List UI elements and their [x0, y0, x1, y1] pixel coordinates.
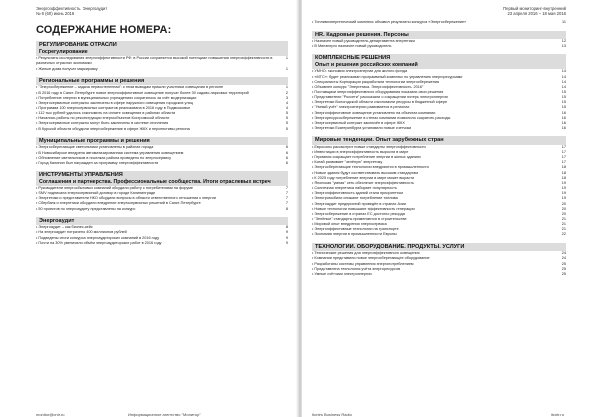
toc-title: СОДЕРЖАНИЕ НОМЕРА: — [36, 24, 172, 37]
toc-section-subtitle: Соглашения и партнерства. Профессиональные сообщества. Итоги отраслевых встреч — [39, 178, 271, 185]
toc-entry-page: 18 — [561, 170, 566, 175]
toc-entry-page: 7 — [285, 196, 288, 201]
toc-entry-page: 12 — [561, 39, 566, 44]
toc-entry-page: 14 — [561, 69, 566, 74]
toc-entry-text: • Подведены итоги конкурса энергоаудиторских компаний в 2016 году — [36, 235, 160, 240]
toc-entry-text: • Солнечная энергетика набирает популярность — [312, 186, 397, 191]
toc-entry-page: 20 — [561, 206, 566, 211]
toc-entry-text: • "Умный учёт" электроэнергии развивается в регионах — [312, 105, 410, 110]
toc-entry-text: • 50 проектов по энергоаудиту представлены на конкурс — [36, 206, 136, 211]
toc-entry-text: • Энергосберегающие светильники установлены в районах города — [36, 145, 154, 150]
toc-entry-text: • В Новосибирске внедрена автоматизированная система управления освещением — [36, 150, 184, 155]
right-page — [302, 0, 600, 417]
toc-entry-page: 4 — [285, 100, 288, 105]
toc-entry-text: • «МТС»: будет реализован программный комплекс по управлению энергоресурсами — [312, 74, 463, 79]
toc-entry-page: 5 — [285, 111, 288, 116]
left-header-line: Энергоэффективность. Энергоаудит — [36, 6, 108, 11]
toc-entry-page: 15 — [561, 100, 566, 105]
toc-entry-text: • Энергоаудит предприятий проведён в странах Азии — [312, 201, 406, 206]
toc-entry-page: 17 — [561, 160, 566, 165]
toc-entry-text: • Инвестиции в энергоэффективность выросли в мире — [312, 149, 409, 154]
toc-entry-page: 25 — [561, 271, 566, 276]
toc-section — [36, 41, 288, 71]
toc-entry-text: • Назначен новый руководитель департамента энергетики — [312, 39, 415, 44]
toc-entry-page: 6 — [285, 150, 288, 155]
toc-section-header — [36, 171, 288, 186]
toc-entry-text: • Энергоэффективные технологии на транспорте — [312, 227, 399, 232]
toc-section-title: ТЕХНОЛОГИИ. ОБОРУДОВАНИЕ. ПРОДУКТЫ. УСЛУГИ — [315, 243, 465, 250]
toc-entry-text: • Обновление светильников в поселках района проведено по энергосервису — [36, 155, 172, 160]
right-header-line: 23 апреля 2016 – 18 мая 2016 — [507, 11, 566, 17]
toc-entry — [312, 44, 566, 49]
toc-entry-text: • Почти на 30% увеличили объём энергоаудиторских работ в 2016 году — [36, 240, 162, 245]
right-header-line: Первый мониторинг-внутренний — [503, 6, 566, 11]
toc-entry-text: • На энергоаудит потрачено 400 миллионов рублей — [36, 230, 127, 235]
toc-section-title: Мировые тенденции. Опыт зарубежных стран — [315, 137, 444, 144]
toc-entry-text: • Руководители энергосбытовых компаний обсудили работу с потребителями на форуме — [36, 185, 193, 190]
toc-entry-page: 9 — [285, 240, 288, 245]
right-header — [312, 6, 566, 16]
toc-entry-text: • В Минэнерго назначен новый руководитель — [312, 44, 392, 49]
toc-entry-text: • Энергосервисные контракты могут быть заключены в системе отопления — [36, 121, 169, 126]
toc-section-header — [312, 243, 566, 252]
toc-entry-page: 6 — [285, 160, 288, 165]
toc-entry — [312, 20, 566, 25]
toc-entry-text: • УМНО: экономия электроэнергии для жилого фонда — [312, 69, 408, 74]
toc-entry-text: • "Зелёные" стандарты применяются в строительстве — [312, 217, 407, 222]
toc-entry-page: 5 — [285, 126, 288, 131]
toc-entry-page: 18 — [561, 165, 566, 170]
toc-entry-text: • Компании представили новое энергосберегающее оборудование — [312, 256, 430, 261]
toc-entry-page: 25 — [561, 266, 566, 271]
toc-entry-page: 16 — [561, 120, 566, 125]
toc-entry-text: • В Курской области обсудили энергосбережение в сфере ЖКХ и перспективы региона — [36, 126, 190, 131]
toc-entry-text: • Программа 100 энергосервисных контрактов реализована в 2016 году в Подмосковье — [36, 105, 191, 110]
toc-entry — [36, 207, 288, 212]
toc-entry-text: • Топливоэнергетический комплекс объявил результаты конкурса «Энергосбережение» — [312, 20, 467, 25]
toc-entry-page: 2 — [285, 90, 288, 95]
toc-entry-text: • Электромобили снижают потребление топлива — [312, 196, 398, 201]
toc-entry-page: 18 — [561, 175, 566, 180]
toc-entry-page: 17 — [561, 149, 566, 154]
right-toc-sections — [312, 31, 566, 277]
toc-entry-page: 5 — [285, 121, 288, 126]
toc-entry-page: 21 — [561, 222, 566, 227]
toc-section-header — [36, 41, 288, 56]
toc-section — [312, 31, 566, 50]
toc-entry-text: • 112 тыс рублей удалось сэкономить на оплате освещения в районах области — [36, 111, 176, 116]
toc-entry-page: 16 — [561, 115, 566, 120]
toc-entry-page: 7 — [285, 201, 288, 206]
toc-entry-text: • "Энергосбережение – задача первостепенная": к этим выводам пришли участники совещания в регионе — [36, 85, 224, 90]
toc-section-header — [36, 137, 288, 146]
toc-entry-text: • SMV подписала энергосервисный договор в городе Калининграде — [36, 191, 156, 196]
toc-section — [36, 217, 288, 246]
toc-section-title: Энергоаудит — [39, 217, 75, 224]
toc-entry — [312, 126, 566, 131]
toc-section-header — [312, 54, 566, 69]
toc-entry — [36, 127, 288, 132]
toc-entry-text: • Энергетики и представители НКО обсудили вопросы в области ответственного отношения к энергии — [36, 196, 216, 201]
footer-site: itcntr.ru — [550, 412, 564, 417]
toc-entry — [312, 272, 566, 277]
toc-section — [312, 243, 566, 277]
toc-entry-text: • Объявлен конкурс "Энергетика. Энергоэффективность. 2016" — [312, 84, 424, 89]
toc-entry-text: • Жилые дома получат маркировку — [36, 66, 98, 71]
toc-entry-text: • Представители "Россети" рассказали о сокращении потерь электроэнергии — [312, 95, 448, 100]
toc-entry-text: • Мировой опыт внедрения энергосервиса — [312, 222, 387, 227]
toc-entry-text: • Энергоэффективность зданий стала приоритетом — [312, 191, 403, 196]
toc-entry-page: 7 — [285, 185, 288, 190]
toc-entry — [36, 67, 288, 72]
toc-section — [36, 77, 288, 132]
toc-entry-page: 19 — [561, 186, 566, 191]
toc-entry-text: • Энергетики Вологодской области сэкономили ресурсы в бюджетной сфере — [312, 100, 448, 105]
toc-section — [36, 137, 288, 166]
toc-entry-text: • Энергосбережение в странах ЕС достигло рекорда — [312, 211, 405, 216]
left-page — [0, 0, 298, 417]
toc-entry-text: • Энергосервисный контракт заключён в сфере ЖКХ — [312, 120, 405, 125]
toc-entry-page: 20 — [561, 201, 566, 206]
toc-section-title: ИНСТРУМЕНТЫ УПРАВЛЕНИЯ — [39, 171, 123, 178]
toc-entry-text: • Евросоюз рассмотрит новые стандарты энергоэффективности — [312, 144, 426, 149]
toc-entry-text: • Технические решения для энергоэффективного освещения — [312, 251, 420, 256]
toc-entry-text: • В 2016 году в Санкт-Петербурге новое энергоэффективное освещение получат более 30 садово-парковых территорий — [36, 90, 249, 95]
toc-entry-text: • Потребление энергии в муниципальных учреждениях сократилось за счёт модернизации — [36, 95, 197, 100]
toc-entry-page: 16 — [561, 126, 566, 131]
toc-entry-page: 3 — [285, 95, 288, 100]
footer-source: Itcntrs Business Radio — [312, 412, 352, 417]
toc-entry — [36, 56, 288, 66]
toc-section-title: Муниципальные программы и решения — [39, 137, 150, 144]
toc-entry-page: 11 — [562, 20, 566, 25]
toc-entry-text: • Новые здания будут соответствовать высоким стандартам — [312, 170, 419, 175]
toc-section — [36, 171, 288, 212]
toc-entry-text: • Энергоаудит – как бизнес-кейс — [36, 225, 93, 230]
toc-entry-text: • Представлена технология учёта энергоресурсов — [312, 266, 401, 271]
toc-entry-page: 19 — [561, 196, 566, 201]
left-header-line: № 6 (60) июнь 2016 — [36, 11, 75, 17]
toc-entry-page: 15 — [561, 89, 566, 94]
right-top-entries — [312, 20, 566, 25]
footer-agency: Информационное агентство "Монитор" — [128, 412, 201, 417]
toc-entry-page: 19 — [561, 191, 566, 196]
toc-section-subtitle: Опыт и решения российских компаний — [315, 62, 418, 69]
toc-entry-page: 7 — [285, 191, 288, 196]
toc-entry — [36, 241, 288, 246]
toc-entry-text: • Германия сокращает потребление энергии в жилых зданиях — [312, 155, 421, 160]
toc-entry-page: 6 — [285, 145, 288, 150]
toc-entry-page: 8 — [285, 225, 288, 230]
toc-entry-page: 22 — [561, 232, 566, 237]
toc-section-title: РЕГУЛИРОВАНИЕ ОТРАСЛИ — [39, 42, 117, 49]
toc-entry-page: 17 — [561, 155, 566, 160]
toc-section-subtitle: Госрегулирование — [39, 49, 88, 55]
toc-section-header — [312, 136, 566, 145]
toc-section-header — [36, 217, 288, 226]
toc-entry-page: 1 — [285, 85, 288, 90]
toc-section — [312, 54, 566, 131]
toc-entry-page: 16 — [561, 110, 566, 115]
toc-entry-text: • К 2025 году потребление энергии в мире может вырасти — [312, 175, 415, 180]
toc-entry-text: • Японская "умная" сеть обеспечит энергоэффективность — [312, 180, 414, 185]
toc-entry-page: 15 — [561, 95, 566, 100]
toc-entry-page: 14 — [561, 84, 566, 89]
toc-entry-page: 5 — [285, 116, 288, 121]
toc-entry-page: 19 — [561, 180, 566, 185]
toc-entry-page: 24 — [561, 256, 566, 261]
toc-entry-page: 1 — [285, 56, 288, 61]
toc-entry-text: • Начались работы по реконструкции энергообъектов Костромской области — [36, 116, 170, 121]
toc-section-header — [312, 31, 566, 40]
toc-entry-text: • Энергосберегающие технологии внедряются в промышленности — [312, 165, 429, 170]
toc-entry-text: • Экономия энергии в промышленности Европы — [312, 232, 397, 237]
toc-entry-page: 24 — [561, 251, 566, 256]
toc-entry-text: • Поставщики энергоэффективного оборудования показали свои решения — [312, 89, 444, 94]
toc-entry-text: • Энергоэффективное освещение установлено на объектах компании — [312, 110, 436, 115]
toc-entry-text: • Энергетики Екатеринбурга установили новые счетчики — [312, 126, 412, 131]
toc-entry-text: • Разработаны системы управления энергопотреблением — [312, 261, 414, 266]
toc-entry-page: 14 — [561, 79, 566, 84]
toc-entry-page: 25 — [561, 261, 566, 266]
toc-entry-text: • Китай развивает "зелёную" энергетику — [312, 160, 383, 165]
toc-entry-page: 17 — [561, 144, 566, 149]
toc-entry-page: 9 — [285, 235, 288, 240]
toc-entry — [312, 232, 566, 237]
toc-entry-page: 14 — [561, 74, 566, 79]
toc-section-title: Региональные программы и решения — [39, 77, 145, 84]
toc-entry-page: 21 — [561, 227, 566, 232]
left-toc-sections — [36, 41, 288, 245]
toc-entry-page: 1 — [285, 66, 288, 71]
toc-entry-text: • Город Калинин был награжден за программу энергоэффективности — [36, 160, 159, 165]
toc-entry-page: 21 — [561, 217, 566, 222]
toc-entry-page: 9 — [285, 230, 288, 235]
toc-entry-page: 8 — [285, 206, 288, 211]
toc-entry-page: 13 — [561, 44, 566, 49]
toc-entry-text: • Энергосервисные контракты заключены в сфере наружного освещения городских улиц — [36, 100, 193, 105]
toc-entry-text: • Результаты исследования энергоэффективности РФ: в России сохраняется высокий потенциал повышения энергоэффективности в различных отраслях экономики — [36, 56, 273, 66]
toc-entry-text: • Новые технологии повышают эффективность генерации — [312, 206, 415, 211]
toc-entry-page: 6 — [285, 155, 288, 160]
toc-section — [312, 136, 566, 237]
left-header — [36, 6, 288, 16]
footer-email: monitor@cntr.ru — [36, 412, 65, 417]
toc-entry-text: • Умные счётчики электроэнергии — [312, 271, 372, 276]
toc-entry-text: • Энергоресурсосбережение в стенах компании позволило сократить расходы — [312, 115, 451, 120]
toc-entry-page: 15 — [561, 105, 566, 110]
toc-section-header — [36, 77, 288, 86]
toc-section-title: КОМПЛЕКСНЫЕ РЕШЕНИЯ — [315, 55, 391, 62]
toc-entry-page: 20 — [561, 211, 566, 216]
toc-entry — [36, 161, 288, 166]
toc-entry-page: 4 — [285, 105, 288, 110]
toc-section-title: HR. Кадровые решения. Персоны — [315, 31, 409, 38]
toc-entry-text: • Сбербанк и энергетики обсудили внедрение энергосервисных решений в Санкт-Петербурге — [36, 201, 201, 206]
toc-entry-text: • Специалисты Корпорации разработали технологии энергосбережения — [312, 79, 440, 84]
